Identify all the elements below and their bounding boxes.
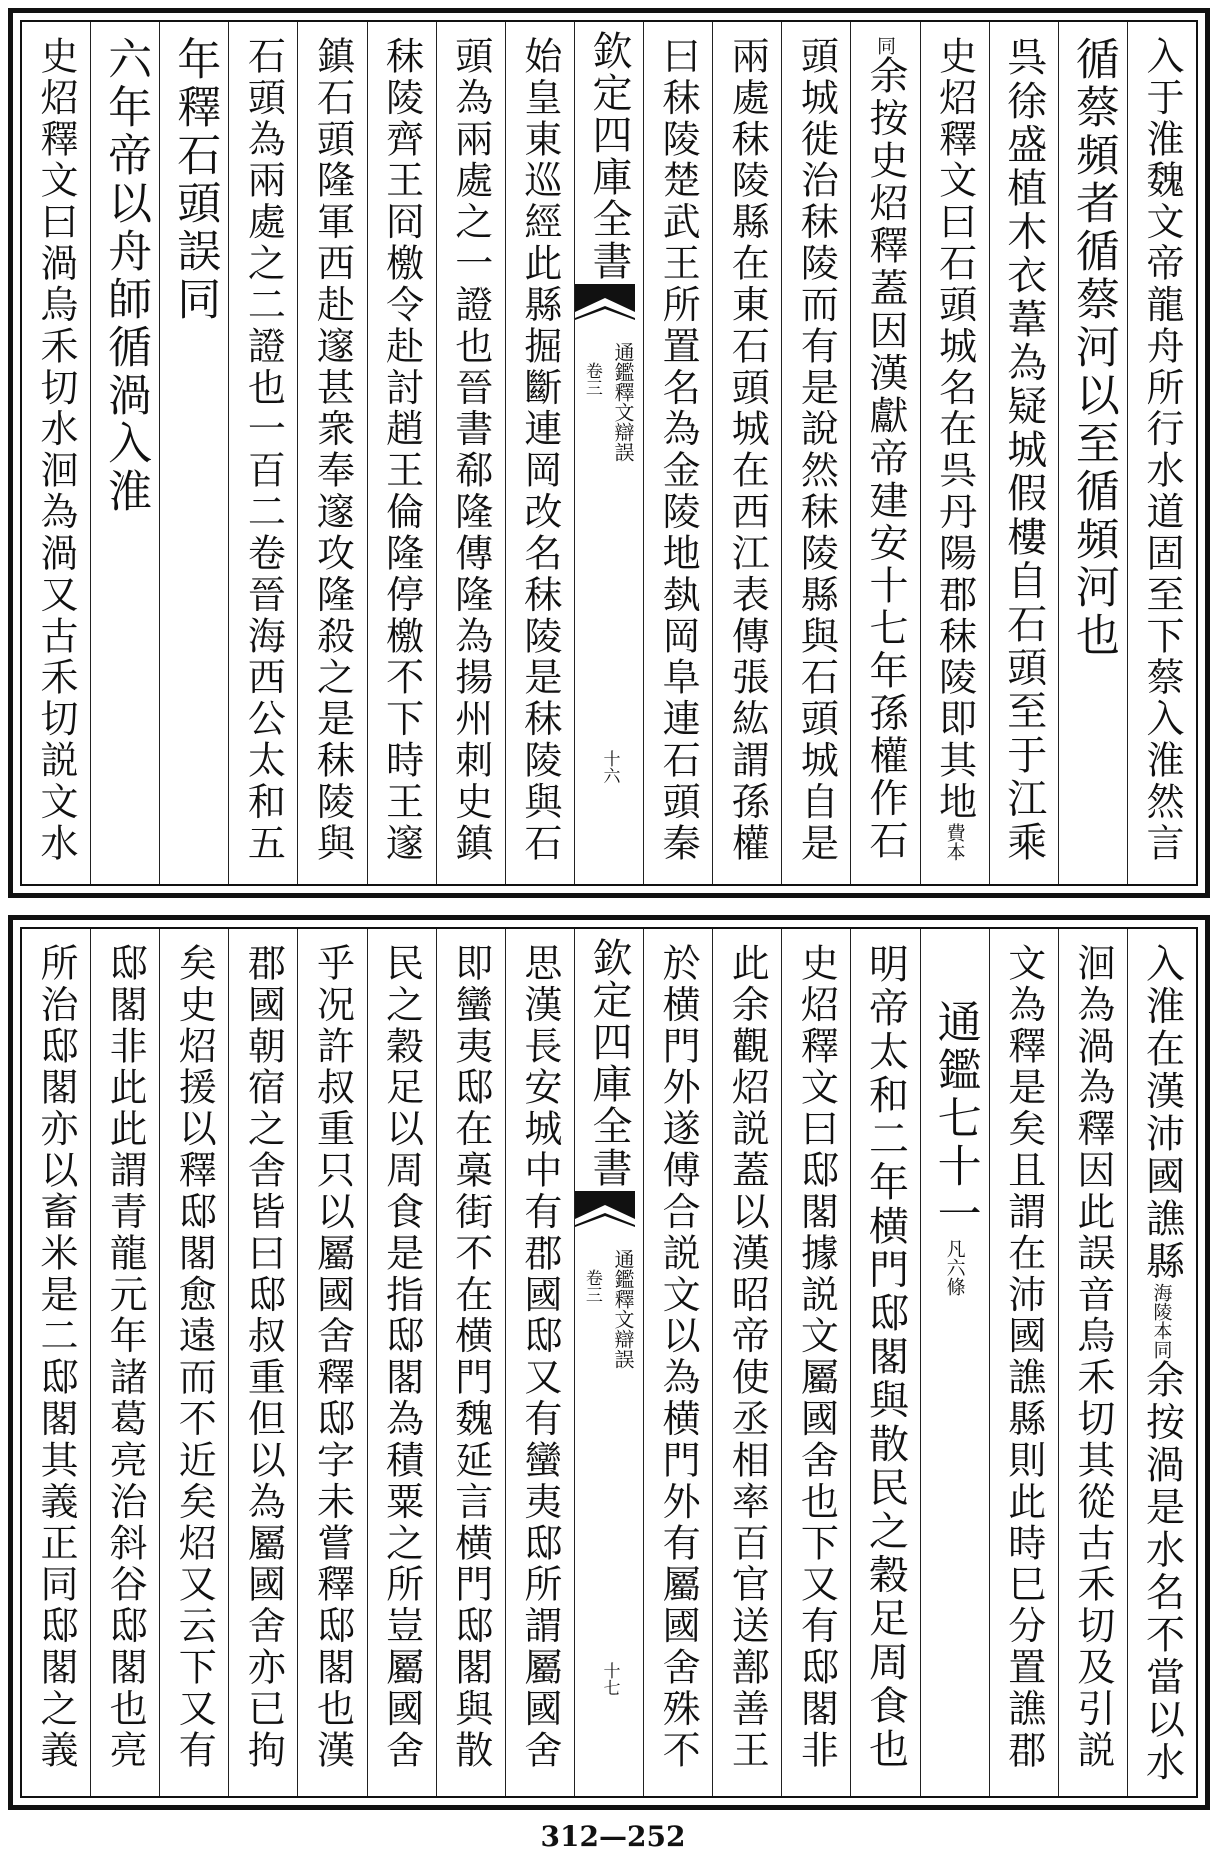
column-text: [656, 943, 701, 1772]
main-text: 矣史炤援以釋邸閣愈遠而不近矣炤又云下又有: [172, 943, 217, 1772]
text-column: [920, 929, 989, 1796]
text-column: [781, 22, 850, 884]
text-column: [505, 929, 574, 1796]
page-bottom: [8, 915, 1210, 1810]
text-column: [920, 22, 989, 884]
center-fold-column: [574, 22, 643, 884]
center-juan: 卷三: [581, 1269, 602, 1303]
text-column: [228, 929, 297, 1796]
column-text: [448, 36, 493, 865]
main-text: 年釋石頭誤同: [169, 36, 221, 324]
text-column: [90, 929, 159, 1796]
fishtail-mark-icon: [575, 284, 635, 328]
column-text: [169, 36, 221, 324]
text-column: [297, 929, 366, 1796]
column-text: [929, 943, 981, 1296]
main-text: 所治邸閣亦以畜米是二邸閣其義正同邸閣之義: [33, 943, 78, 1772]
interlinear-note: 同: [873, 36, 896, 55]
main-text: 即蠻夷邸在槀街不在横門魏延言横門邸閣與散: [448, 943, 493, 1772]
main-text: 入淮在漢沛國譙縣: [1139, 943, 1185, 1284]
main-text: 邸閣非此此謂青龍元年諸葛亮治斜谷邸閣也亮: [103, 943, 148, 1772]
main-text: 史炤釋文曰邸閣據説文屬國舍也下又有邸閣非: [794, 943, 839, 1772]
column-text: [1000, 36, 1047, 865]
text-column: [989, 22, 1058, 884]
main-text: 六年帝以舟師循渦入淮: [100, 36, 152, 516]
column-text: [241, 943, 286, 1772]
page-bottom-frame: [20, 927, 1198, 1798]
text-column: [850, 929, 919, 1796]
column-text: [794, 36, 839, 865]
main-text: 頭為兩處之一證也晉書郗隆傳隆為揚州刺史鎮: [448, 36, 493, 865]
text-column: [1058, 929, 1127, 1796]
column-text: [1070, 943, 1115, 1772]
column-text: [448, 943, 493, 1772]
main-text: 於横門外遂傅合説文以為横門外有屬國舍殊不: [656, 943, 701, 1772]
main-text: 秣陵齊王冏檄令赴討趙王倫隆停檄不下時王邃: [379, 36, 424, 865]
column-text: [794, 943, 839, 1772]
column-text: [172, 943, 217, 1772]
main-text: 郡國朝宿之舎皆曰邸叔重但以為屬國舍亦已拘: [241, 943, 286, 1772]
main-text: 循蔡頻者循蔡河以至循頻河也: [1067, 36, 1119, 660]
column-text: [1001, 943, 1046, 1772]
text-column: [643, 22, 712, 884]
fishtail-mark-icon: [575, 1191, 635, 1235]
main-text: 曰秣陵楚武王所置名為金陵地埶岡阜連石頭秦: [656, 36, 701, 865]
column-text: [33, 943, 78, 1772]
column-text: [725, 36, 770, 865]
column-text: [379, 943, 424, 1772]
main-text: 洄為渦為釋因此誤音烏禾切其從古禾切及引説: [1070, 943, 1115, 1772]
center-title: 欽定四庫全書: [585, 937, 632, 1189]
text-column: [505, 22, 574, 884]
text-column: [1058, 22, 1127, 884]
main-text: 通鑑七十一: [929, 999, 981, 1239]
column-text: [725, 943, 770, 1772]
column-text: [517, 36, 562, 865]
column-text: [310, 36, 355, 865]
page-top: [8, 8, 1210, 898]
main-text: 民之穀足以周食是指邸閣為積粟之所豈屬國舍: [379, 943, 424, 1772]
bottom-columns: [22, 929, 1196, 1796]
top-columns: [22, 22, 1196, 884]
column-text: [862, 36, 908, 863]
text-column: [367, 929, 436, 1796]
main-text: 頭城徙治秣陵而有是說然秣陵縣與石頭城自是: [794, 36, 839, 865]
column-text: [100, 36, 152, 516]
column-text: [862, 943, 909, 1772]
text-column: [90, 22, 159, 884]
text-column: [436, 22, 505, 884]
center-title: 欽定四庫全書: [585, 30, 632, 282]
column-text: [1067, 36, 1119, 660]
text-column: [297, 22, 366, 884]
center-fold-column: [574, 929, 643, 1796]
text-column: [712, 929, 781, 1796]
main-text: 明帝太和二年横門邸閣與散民之穀足周食也: [862, 943, 909, 1772]
interlinear-note: 海陵本同: [1150, 1283, 1173, 1360]
main-text: 此余觀炤説蓋以漢昭帝使丞相率百官送鄯善王: [725, 943, 770, 1772]
main-text: 史炤釋文曰渦烏禾切水洄為渦又古禾切説文水: [33, 36, 78, 865]
center-folio: 十七: [599, 1662, 620, 1696]
main-text-continued: 余按渦是水名不當以水: [1139, 1359, 1185, 1785]
column-text: [1139, 36, 1184, 865]
text-column: [22, 929, 90, 1796]
text-column: [1127, 22, 1196, 884]
column-text: [103, 943, 148, 1772]
main-text: 鎮石頭隆軍西赴邃甚衆奉邃攻隆殺之是秣陵與: [310, 36, 355, 865]
text-column: [712, 22, 781, 884]
text-column: [228, 22, 297, 884]
column-text: [656, 36, 701, 865]
main-text: 乎况許叔重只以屬國舍釋邸字未嘗釋邸閣也漢: [310, 943, 355, 1772]
interlinear-note: 費本: [943, 822, 966, 861]
column-text: [241, 36, 286, 865]
text-column: [436, 929, 505, 1796]
text-column: [159, 22, 228, 884]
text-column: [643, 929, 712, 1796]
main-text: 呉徐盛植木衣葦為疑城假樓自石頭至于江乘: [1000, 36, 1047, 865]
column-text: [932, 36, 977, 861]
column-text: [379, 36, 424, 865]
main-text: 思漢長安城中有郡國邸又有蠻夷邸所謂屬國舍: [517, 943, 562, 1772]
text-column: [850, 22, 919, 884]
column-text: [1139, 943, 1185, 1785]
center-folio: 十六: [599, 750, 620, 784]
interlinear-note: 凡六條: [943, 1239, 966, 1296]
center-book-title: 通鑑釋文辯誤: [611, 1249, 635, 1369]
center-juan: 卷三: [581, 362, 602, 396]
text-column: [989, 929, 1058, 1796]
column-text: [517, 943, 562, 1772]
center-book-title: 通鑑釋文辯誤: [611, 342, 635, 462]
column-text: [33, 36, 78, 865]
text-column: [159, 929, 228, 1796]
text-column: [22, 22, 90, 884]
main-text: 入于淮魏文帝龍舟所行水道固至下蔡入淮然言: [1139, 36, 1184, 865]
page-top-frame: [20, 20, 1198, 886]
page-number: 312—252: [540, 1820, 686, 1853]
main-text: 兩處秣陵縣在東石頭城在西江表傳張紘謂孫權: [725, 36, 770, 865]
main-text: 史炤釋文曰石頭城名在呉丹陽郡秣陵即其地: [932, 36, 977, 823]
text-column: [781, 929, 850, 1796]
text-column: [367, 22, 436, 884]
main-text: 始皇東巡經此縣掘斷連岡改名秣陵是秣陵與石: [517, 36, 562, 865]
main-text: 石頭為兩處之二證也一百二卷晉海西公太和五: [241, 36, 286, 865]
text-column: [1127, 929, 1196, 1796]
column-text: [310, 943, 355, 1772]
main-text: 余按史炤釋蓋因漢獻帝建安十七年孫權作石: [862, 55, 908, 863]
main-text: 文為釋是矣且謂在沛國譙縣則此時巳分置譙郡: [1001, 943, 1046, 1772]
